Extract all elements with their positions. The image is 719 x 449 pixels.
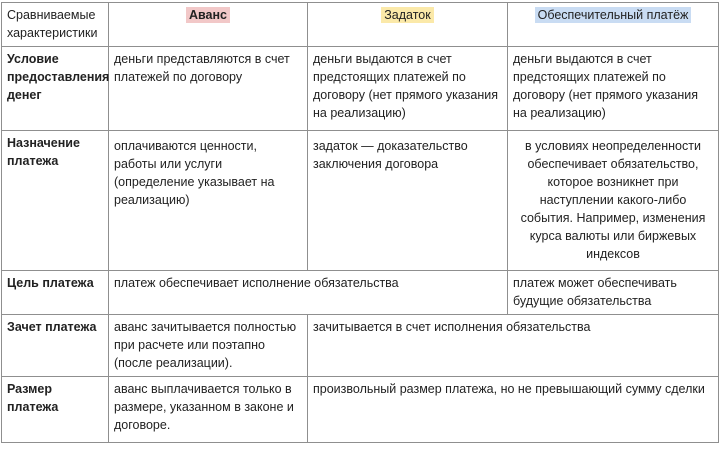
header-obesp — [508, 3, 719, 47]
cell-avans: аванс зачитывается полностью при расчете или поэтапно (после реализации). — [109, 315, 308, 377]
comparison-table — [1, 2, 719, 443]
table-row — [2, 271, 719, 315]
cell-obesp: деньги выдаются в счет предстоящих платежей по договору (нет прямого указания на реализацию) — [508, 47, 719, 131]
header-avans-label: Аванс — [186, 7, 230, 23]
cell-avans: аванс выплачивается только в размере, указанном в законе и договоре. — [109, 377, 308, 443]
table-row — [2, 131, 719, 271]
row-label: Зачет платежа — [2, 315, 109, 377]
row-label: Назначение платежа — [2, 131, 109, 271]
table-row — [2, 47, 719, 131]
table-row — [2, 377, 719, 443]
cell-zadatok-obesp: зачитывается в счет исполнения обязательства — [308, 315, 719, 377]
header-zadatok — [308, 3, 508, 47]
table-row — [2, 315, 719, 377]
cell-avans: деньги представляются в счет платежей по договору — [109, 47, 308, 131]
row-label: Условие предоставления денег — [2, 47, 109, 131]
header-obesp-label: Обеспечительный платёж — [535, 7, 692, 23]
header-zadatok-label: Задаток — [381, 7, 433, 23]
row-label: Размер платежа — [2, 377, 109, 443]
cell-zadatok: деньги выдаются в счет предстоящих платежей по договору (нет прямого указания на реализацию) — [308, 47, 508, 131]
cell-zadatok-obesp: произвольный размер платежа, но не превышающий сумму сделки — [308, 377, 719, 443]
cell-obesp: платеж может обеспечивать будущие обязательства — [508, 271, 719, 315]
cell-obesp: в условиях неопределенности обеспечивает обязательство, которое возникнет при наступлении какого-либо события. Например, изменения курса валюты или биржевых индексов — [508, 131, 719, 271]
criteria-header: Сравниваемые характеристики — [2, 3, 109, 47]
cell-avans-zadatok: платеж обеспечивает исполнение обязательства — [109, 271, 508, 315]
header-avans — [109, 3, 308, 47]
header-row — [2, 3, 719, 47]
cell-zadatok: задаток — доказательство заключения договора — [308, 131, 508, 271]
row-label: Цель платежа — [2, 271, 109, 315]
cell-avans: оплачиваются ценности, работы или услуги (определение указывает на реализацию) — [109, 131, 308, 271]
